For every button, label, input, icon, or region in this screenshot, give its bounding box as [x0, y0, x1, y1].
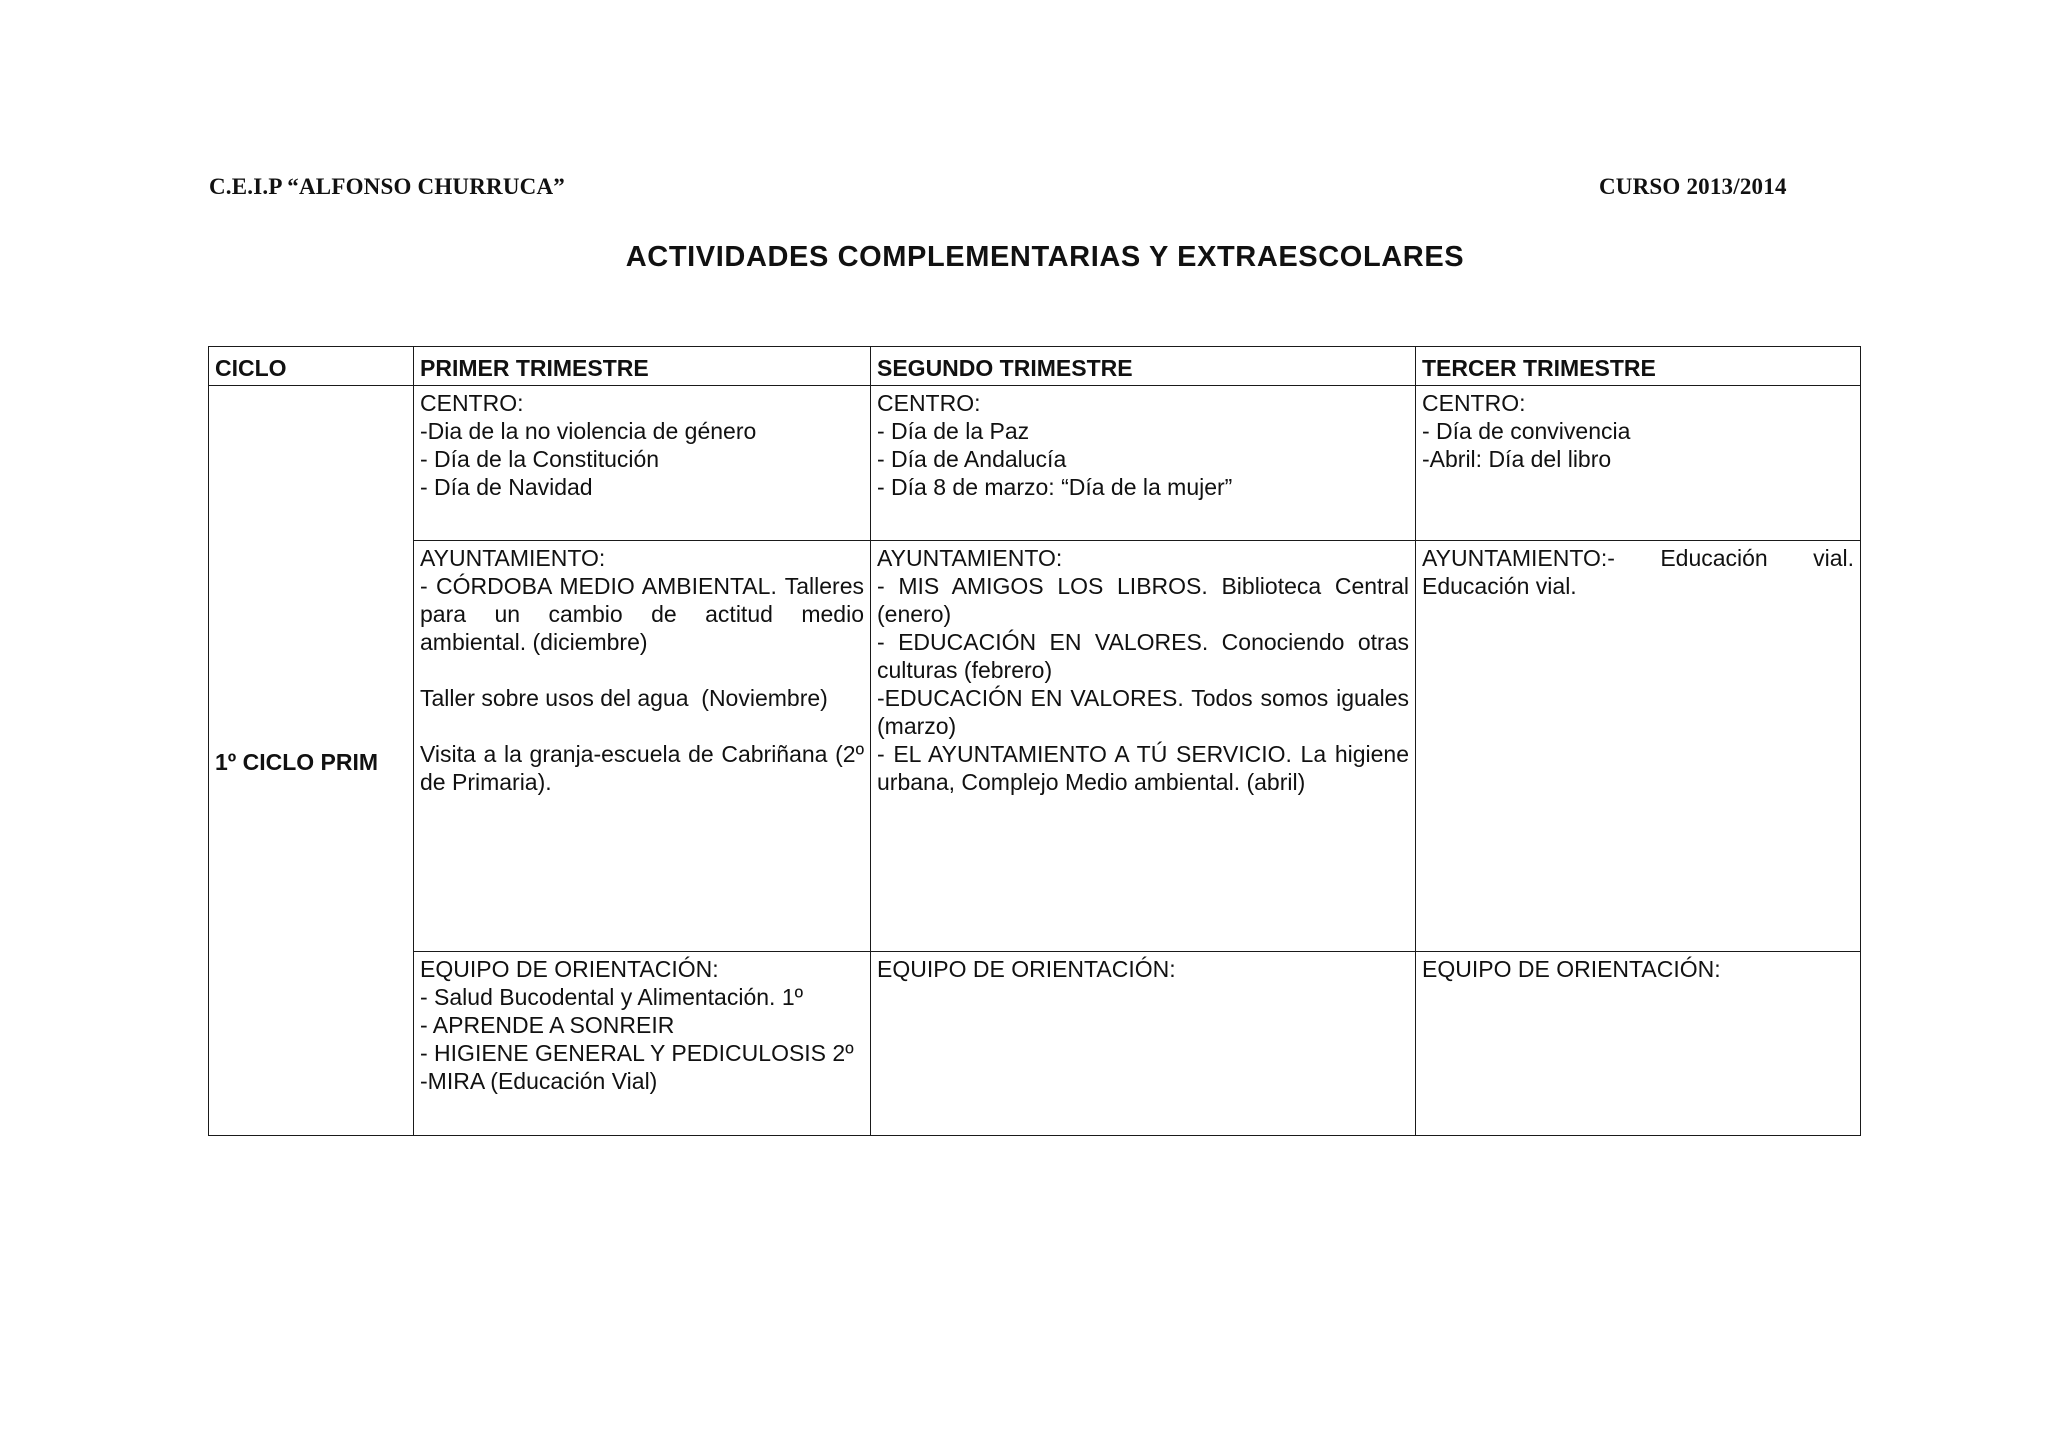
- cell-line: CENTRO:: [1422, 390, 1526, 416]
- cell-line: EQUIPO DE ORIENTACIÓN:: [877, 956, 1176, 982]
- cell-line: - Día de Navidad: [420, 474, 593, 500]
- column-header-ciclo: CICLO: [209, 347, 414, 386]
- cell-line: CENTRO:: [420, 390, 524, 416]
- cell-line: Taller sobre usos del agua (Noviembre): [420, 685, 828, 711]
- cell-ayuntamiento-segundo: [871, 541, 1416, 952]
- cell-line: - Día 8 de marzo: “Día de la mujer”: [877, 474, 1233, 500]
- table-header-row: [209, 347, 1861, 386]
- cell-line: - Día de convivencia: [1422, 418, 1631, 444]
- blank-line: [420, 712, 864, 740]
- cell-line: Visita a la granja-escuela de Cabriñana (2º de Primaria).: [420, 741, 871, 795]
- cell-centro-segundo: [871, 386, 1416, 541]
- table-row-orientacion: [209, 952, 1861, 1136]
- cell-line: - EDUCACIÓN EN VALORES. Conociendo otras culturas (febrero): [877, 629, 1416, 683]
- ciclo-cell: 1º CICLO PRIM: [209, 386, 414, 1136]
- blank-line: [420, 656, 864, 684]
- school-name: C.E.I.P “ALFONSO CHURRUCA”: [209, 174, 565, 199]
- column-header-segundo: SEGUNDO TRIMESTRE: [871, 347, 1416, 386]
- cell-orientacion-segundo: [871, 952, 1416, 1136]
- cell-line: -EDUCACIÓN EN VALORES. Todos somos iguales (marzo): [877, 685, 1416, 739]
- cell-line: - Día de Andalucía: [877, 446, 1067, 472]
- cell-line: CENTRO:: [877, 390, 981, 416]
- cell-line: - CÓRDOBA MEDIO AMBIENTAL. Talleres para un cambio de actitud medio ambiental. (diciembre): [420, 573, 871, 655]
- page-title: ACTIVIDADES COMPLEMENTARIAS Y EXTRAESCOLARES: [625, 241, 1465, 273]
- cell-line: - Día de la Paz: [877, 418, 1030, 444]
- cell-line: AYUNTAMIENTO:: [877, 545, 1063, 571]
- cell-line: -Dia de la no violencia de género: [420, 418, 757, 444]
- cell-centro-primer: [414, 386, 871, 541]
- cell-orientacion-primer: [414, 952, 871, 1136]
- cell-line: - MIS AMIGOS LOS LIBROS. Biblioteca Central (enero): [877, 573, 1416, 627]
- cell-line: - APRENDE A SONREIR: [420, 1012, 675, 1038]
- activities-table: [208, 346, 1861, 1136]
- cell-ayuntamiento-tercer: [1416, 541, 1861, 952]
- table-row-ayuntamiento: [209, 541, 1861, 952]
- cell-orientacion-tercer: [1416, 952, 1861, 1136]
- cell-line: EQUIPO DE ORIENTACIÓN:: [420, 956, 719, 982]
- course-year: CURSO 2013/2014: [1599, 174, 1787, 199]
- cell-centro-tercer: [1416, 386, 1861, 541]
- cell-line: AYUNTAMIENTO:: [420, 545, 606, 571]
- cell-line: -Abril: Día del libro: [1422, 446, 1612, 472]
- cell-line: EQUIPO DE ORIENTACIÓN:: [1422, 956, 1721, 982]
- cell-line: - EL AYUNTAMIENTO A TÚ SERVICIO. La higiene urbana, Complejo Medio ambiental. (abril): [877, 741, 1416, 795]
- table-row-centro: [209, 386, 1861, 541]
- cell-line: - HIGIENE GENERAL Y PEDICULOSIS 2º: [420, 1040, 854, 1066]
- cell-line: AYUNTAMIENTO:- Educación vial. Educación vial.: [1422, 545, 1861, 599]
- column-header-primer: PRIMER TRIMESTRE: [414, 347, 871, 386]
- cell-line: - Día de la Constitución: [420, 446, 660, 472]
- cell-ayuntamiento-primer: [414, 541, 871, 952]
- cell-line: - Salud Bucodental y Alimentación. 1º: [420, 984, 804, 1010]
- cell-line: -MIRA (Educación Vial): [420, 1068, 658, 1094]
- column-header-tercer: TERCER TRIMESTRE: [1416, 347, 1861, 386]
